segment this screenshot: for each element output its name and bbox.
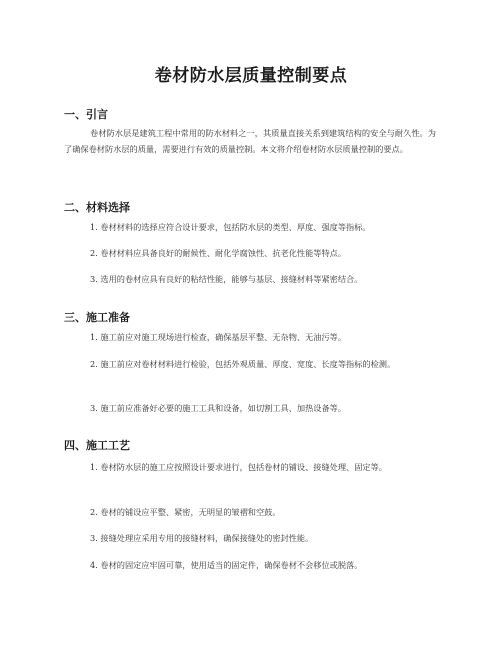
list-item: 4. 卷材的固定应牢固可靠，使用适当的固定件，确保卷材不会移位或脱落。 [90,560,363,570]
list-item: 1. 卷材材料的选择应符合设计要求，包括防水层的类型、厚度、强度等指标。 [90,222,371,232]
list-item: 2. 卷材的铺设应平整、紧密，无明显的皱褶和空鼓。 [90,507,281,517]
list-item: 2. 卷材材料应具备良好的耐候性、耐化学腐蚀性、抗老化性能等特点。 [90,248,347,258]
document-title: 卷材防水层质量控制要点 [154,66,348,86]
section-heading-materials: 二、材料选择 [64,201,130,214]
list-item: 2. 施工前应对卷材材料进行检验，包括外观质量、厚度、宽度、长度等指标的检测。 [90,359,396,369]
list-item: 1. 施工前应对施工现场进行检查，确保基层平整、无杂物、无油污等。 [90,332,347,342]
section-heading-preparation: 三、施工准备 [64,311,130,324]
list-item: 3. 选用的卷材应具有良好的粘结性能，能够与基层、接缝材料等紧密结合。 [90,274,363,284]
list-item: 1. 卷材防水层的施工应按照设计要求进行，包括卷材的铺设、接缝处理、固定等。 [90,462,387,472]
section-heading-process: 四、施工工艺 [64,439,130,452]
list-item: 3. 施工前应准备好必要的施工工具和设备，如切割工具、加热设备等。 [90,403,347,413]
section-heading-intro: 一、引言 [64,108,108,121]
list-item: 3. 接缝处理应采用专用的接缝材料，确保接缝处的密封性能。 [90,533,314,543]
intro-paragraph: 卷材防水层是建筑工程中常用的防水材料之一，其质量直接关系到建筑结构的安全与耐久性。为了确保卷材防水层的质量，需要进行有效的质量控制。本文将介绍卷材防水层质量控制的要点。 [64,128,436,154]
